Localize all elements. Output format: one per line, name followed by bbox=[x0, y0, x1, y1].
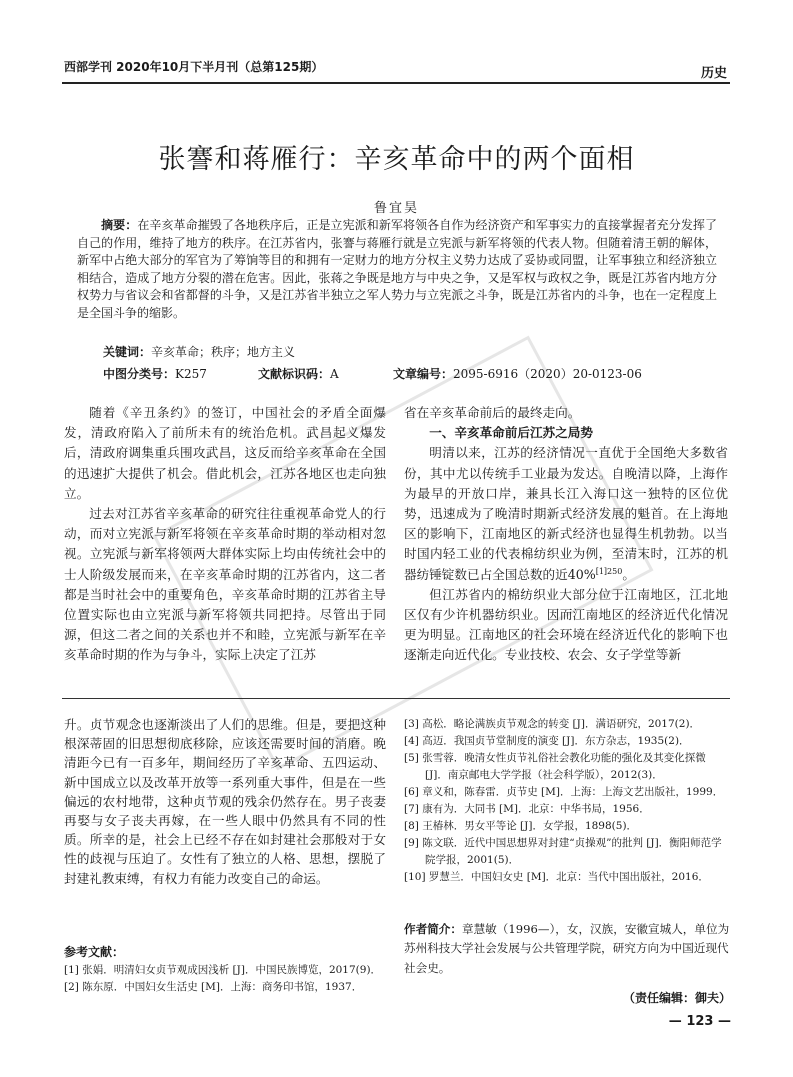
article-title: 张謇和蒋雁行：辛亥革命中的两个面相 bbox=[158, 144, 635, 175]
reference-item: [4] 高迈．我国贞节堂制度的演变 [J]．东方杂志，1935(2)． bbox=[404, 735, 690, 747]
reference-item: [8] 王椿林．男女平等论 [J]．女学报，1898(5)． bbox=[404, 820, 638, 832]
citation-superscript: [1]250 bbox=[595, 566, 623, 576]
references-left bbox=[64, 962, 394, 996]
abstract-label: 摘要： bbox=[101, 218, 138, 232]
reference-item: [2] 陈东原．中国妇女生活史 [M]．上海：商务印书馆，1937． bbox=[64, 981, 363, 993]
journal-header: 西部学刊 2020年10月下半月刊（总第125期） bbox=[64, 60, 324, 74]
reference-item: [1] 张娟．明清妇女贞节观成因浅析 [J]．中国民族博览，2017(9)． bbox=[64, 964, 382, 976]
paragraph-text: 明清以来，江苏的经济情况一直优于全国绝大多数省份，其中尤以传统手工业最为发达。自晚清以降，上海作为最早的开放口岸，兼具长江入海口这一独特的区位优势，迅速成为了晚清时期新式经济发展的魁首。在上海地区的影响下，江南地区的新式经济也显得生机勃勃。以当时国内轻工业的代表棉纺织业为例，至清末时，江苏的机器纺锤锭数已占全国总数的近40% bbox=[404, 445, 728, 582]
clc-value: K257 bbox=[175, 367, 207, 381]
clc-field bbox=[103, 365, 207, 382]
article-author: 鲁宜昊 bbox=[373, 201, 419, 216]
author-bio bbox=[404, 920, 730, 978]
continued-text: 升。贞节观念也逐渐淡出了人们的思维。但是，要把这种根深蒂固的旧思想彻底移除，应该还需要时间的消磨。晚清距今已有一百多年，期间经历了辛亥革命、五四运动、新中国成立以及改革开放等一系列重大事件，但是在一些偏远的农村地带，这种贞节观的残余仍然存在。男子丧妻再娶与女子丧夫再嫁，在一些人眼中仍然具有不同的性质。所幸的是，社会上已经不存在如封建社会那般对于女性的歧视与压迫了。女性有了独立的人格、思想，摆脱了封建礼教束缚，有权力有能力改变自己的命运。 bbox=[64, 717, 386, 886]
abstract-text: 在辛亥革命摧毁了各地秩序后，正是立宪派和新军将领各自作为经济资产和军事实力的直接掌握者充分发挥了自己的作用，维持了地方的秩序。在江苏省内，张謇与蒋雁行就是立宪派与新军将领的代表人物。但随着清王朝的解体，新军中占绝大部分的军官为了筹饷等目的和拥有一定财力的地方分权主义势力达成了妥协或同盟，让军事独立和经济独立相结合，造成了地方分裂的潜在危害。因此，张蒋之争既是地方与中央之争，又是军权与政权之争，既是江苏省内地方分权势力与省议会和省都督的斗争，又是江苏省半独立之军人势力与立宪派之斗争，既是江苏省内的斗争，也在一定程度上是全国斗争的缩影。 bbox=[77, 218, 717, 320]
paragraph: 但江苏省内的棉纺织业大部分位于江南地区，江北地区仅有少许机器纺织业。因而江南地区的经济近代化情况更为明显。江南地区的社会环境在经济近代化的影响下也逐渐走向近代化。专业技校、农会、女子学堂等新 bbox=[404, 586, 728, 663]
reference-item: [6] 章义和，陈春雷．贞节史 [M]．上海：上海文艺出版社，1999． bbox=[404, 786, 724, 798]
paragraph: 过去对江苏省辛亥革命的研究往往重视革命党人的行动，而对立宪派与新军将领在辛亥革命时期的举动相对忽视。立宪派与新军将领两大群体实际上均由传统社会中的士人阶级发展而来，在辛亥革命时期的江苏省内，这二者都是当时社会中的重要角色，辛亥革命时期的江苏省主导位置实际也由立宪派与新军将领共同把持。尽管出于同源，但这二者之间的关系也并不和睦，立宪派与新军在辛亥革命时期的作为与争斗，实际上决定了江苏 bbox=[64, 506, 386, 663]
article-number-field bbox=[393, 365, 642, 382]
page-number: — 123 — bbox=[668, 1014, 731, 1029]
keywords-row bbox=[103, 343, 295, 360]
author-bio-text: 章慧敏（1996—），女，汉族，安徽宣城人，单位为苏州科技大学社会发展与公共管理学院，研究方向为中国近现代社会史。 bbox=[404, 922, 730, 975]
reference-item: [10] 罗慧兰．中国妇女史 [M]．北京：当代中国出版社，2016． bbox=[404, 871, 709, 883]
references-right bbox=[404, 716, 730, 886]
doc-code-label: 文献标识码： bbox=[258, 367, 331, 381]
body-column-right bbox=[404, 403, 728, 666]
keywords-label: 关键词： bbox=[103, 345, 152, 359]
body-column-left bbox=[64, 403, 386, 666]
clc-label: 中图分类号： bbox=[103, 367, 176, 381]
reference-item: [3] 高松．略论满族贞节观念的转变 [J]．满语研究，2017(2)． bbox=[404, 718, 701, 730]
section-label: 历史 bbox=[700, 66, 727, 81]
reference-item: [5] 张雪蓉．晚清女性贞节礼俗社会教化功能的强化及其变化探微 [J]．南京邮电大学学报（社会科学版），2012(3)． bbox=[404, 752, 706, 781]
author-bio-label: 作者简介： bbox=[404, 922, 462, 936]
article-number-label: 文章编号： bbox=[393, 367, 454, 381]
page-divider bbox=[62, 698, 730, 699]
abstract bbox=[77, 217, 717, 323]
reference-item: [9] 陈文联．近代中国思想界对封建“贞操观”的批判 [J]．衡阳师范学院学报，2001(5)． bbox=[404, 837, 722, 866]
references-title: 参考文献： bbox=[64, 945, 125, 959]
paragraph: 随着《辛丑条约》的签订，中国社会的矛盾全面爆发，清政府陷入了前所未有的统治危机。武昌起义爆发后，清政府调集重兵围攻武昌，这反而给辛亥革命在全国的迅速扩大提供了机会。借此机会，江苏各地区也走向独立。 bbox=[64, 405, 386, 501]
article-number-value: 2095-6916（2020）20-0123-06 bbox=[453, 367, 642, 381]
header-rule bbox=[62, 82, 730, 84]
doc-code-field bbox=[258, 365, 339, 382]
section-heading: 一、辛亥革命前后江苏之局势 bbox=[429, 425, 593, 441]
paragraph: 省在辛亥革命前后的最终走向。 bbox=[404, 405, 581, 420]
keywords-text: 辛亥革命；秩序；地方主义 bbox=[151, 345, 296, 359]
paragraph bbox=[404, 443, 728, 584]
reference-item: [7] 康有为．大同书 [M]．北京：中华书局，1956． bbox=[404, 803, 650, 815]
doc-code-value: A bbox=[330, 367, 339, 381]
responsible-editor: （责任编辑：御夫） bbox=[622, 991, 731, 1005]
paragraph-text: 。 bbox=[622, 566, 635, 582]
